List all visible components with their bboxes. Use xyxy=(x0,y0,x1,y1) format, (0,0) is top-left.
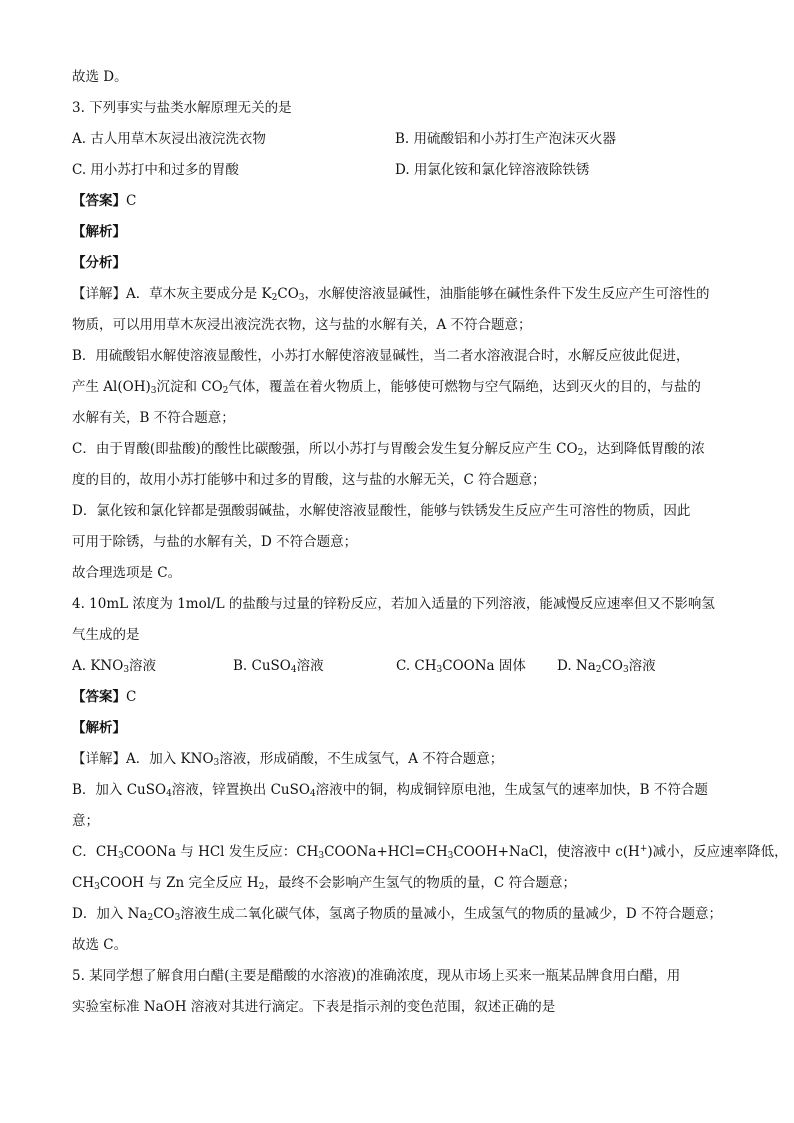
subscript: 3 xyxy=(447,851,454,861)
text: 溶液，锌置换出 CuSO xyxy=(171,782,310,798)
text-line xyxy=(72,744,732,775)
subscript: 3 xyxy=(298,293,305,303)
subscript: 3 xyxy=(213,758,220,768)
text: 物质，可以用用草木灰浸出液浣洗衣物，这与盐的水解有关，A 不符合题意； xyxy=(72,317,532,333)
text: 沉淀和 CO xyxy=(156,379,223,395)
answer-value: C xyxy=(126,689,137,705)
text: 故选 D。 xyxy=(72,69,128,85)
subscript: 3 xyxy=(174,913,181,923)
subscript: 3 xyxy=(622,665,629,675)
text: B. CuSO xyxy=(233,658,291,674)
answer-value: C xyxy=(126,193,137,209)
answer-tag: 【答案】 xyxy=(72,193,126,209)
text-line xyxy=(72,899,732,930)
text: 实验室标准 NaOH 溶液对其进行滴定。下表是指示剂的变色范围，叙述正确的是 xyxy=(72,999,556,1015)
text: ，水解使溶液显碱性，油脂能够在碱性条件下发生反应产生可溶性的 xyxy=(304,286,710,302)
text: 故合理选项是 C。 xyxy=(72,565,182,581)
text: B．加入 CuSO xyxy=(72,782,167,798)
text: COOH 与 Zn 完全反应 H xyxy=(99,875,259,891)
text: ，最终不会影响产生氢气的物质的量，C 符合题意； xyxy=(264,875,576,891)
subscript: 3 xyxy=(436,665,443,675)
text: ，达到降低胃酸的浓 xyxy=(583,441,705,457)
question-5-stem-cont xyxy=(72,992,732,1023)
text: 产生 Al(OH) xyxy=(72,379,151,395)
text: 意； xyxy=(72,813,99,829)
text: CO xyxy=(153,906,175,922)
text: )减小，反应速率降低， xyxy=(647,844,788,860)
text: 【详解】A．草木灰主要成分是 K xyxy=(72,286,272,302)
subscript: 3 xyxy=(123,665,130,675)
text: 水解有关，B 不符合题意； xyxy=(72,410,235,426)
subscript: 3 xyxy=(117,851,124,861)
question-3-stem xyxy=(72,93,732,124)
text-line xyxy=(72,341,732,372)
question-3-options-ab xyxy=(72,124,732,155)
text-line xyxy=(72,868,732,899)
text: 5. 某同学想了解食用白醋(主要是醋酸的水溶液)的准确浓度，现从市场上买来一瓶某品牌食用白醋，用 xyxy=(72,968,681,984)
text-line xyxy=(72,806,732,837)
question-3-options-cd xyxy=(72,155,732,186)
analysis-tag: 【解析】 xyxy=(72,720,126,736)
text: 3. 下列事实与盐类水解原理无关的是 xyxy=(72,100,292,116)
text: D. Na xyxy=(557,658,596,674)
text-line xyxy=(72,310,732,341)
option-b: B. 用硫酸铝和小苏打生产泡沫灭火器 xyxy=(395,131,617,147)
text-line xyxy=(72,465,732,496)
answer-line xyxy=(72,186,732,217)
superscript: + xyxy=(639,844,648,854)
text: B．用硫酸铝水解使溶液显酸性，小苏打水解使溶液显碱性，当二者水溶液混合时，水解反应彼此促进， xyxy=(72,348,690,364)
analysis-tag-line xyxy=(72,713,732,744)
text: 故选 C。 xyxy=(72,937,128,953)
text-line xyxy=(72,434,732,465)
option-c xyxy=(396,651,557,682)
subscript: 3 xyxy=(150,386,157,396)
answer-tag: 【答案】 xyxy=(72,689,126,705)
text-line xyxy=(72,496,732,527)
text: CO xyxy=(277,286,299,302)
text-line xyxy=(72,279,732,310)
text: D．氯化铵和氯化锌都是强酸弱碱盐，水解使溶液显酸性，能够与铁锈发生反应产生可溶性的物质，因此 xyxy=(72,503,691,519)
text: 气体，覆盖在着火物质上，能够使可燃物与空气隔绝，达到灭火的目的，与盐的 xyxy=(228,379,701,395)
text: D．加入 Na xyxy=(72,906,148,922)
subscript: 2 xyxy=(595,665,602,675)
analysis-tag-line xyxy=(72,217,732,248)
text-line xyxy=(72,372,732,403)
text: CO xyxy=(601,658,623,674)
subscript: 2 xyxy=(147,913,154,923)
subscript: 2 xyxy=(258,882,265,892)
text: 溶液 xyxy=(129,658,157,674)
text-line xyxy=(72,930,732,961)
text-line xyxy=(72,558,732,589)
text: 溶液，形成硝酸，不生成氢气，A 不符合题意； xyxy=(219,751,504,767)
subscript: 2 xyxy=(577,448,584,458)
text-line xyxy=(72,62,732,93)
subscript: 3 xyxy=(94,882,100,892)
text-line xyxy=(72,527,732,558)
document-page xyxy=(72,62,788,1023)
option-a xyxy=(72,651,233,682)
option-d: D. 用氯化铵和氯化锌溶液除铁锈 xyxy=(395,162,590,178)
text: 溶液 xyxy=(296,658,324,674)
analysis-tag: 【解析】 xyxy=(72,224,126,240)
text: COONa 与 HCl 发生反应：CH xyxy=(123,844,319,860)
option-c: C. 用小苏打中和过多的胃酸 xyxy=(72,162,239,178)
option-a: A. 古人用草木灰浸出液浣洗衣物 xyxy=(72,131,266,147)
text-line xyxy=(72,403,732,434)
text: A. KNO xyxy=(72,658,124,674)
text: C．由于胃酸(即盐酸)的酸性比碳酸强，所以小苏打与胃酸会发生复分解反应产生 CO xyxy=(72,441,578,457)
text: COONa+HCl=CH xyxy=(324,844,448,860)
option-b xyxy=(233,651,396,682)
subscript: 4 xyxy=(166,789,172,799)
question-5-stem xyxy=(72,961,732,992)
question-4-stem xyxy=(72,589,732,620)
text: 【详解】A．加入 KNO xyxy=(72,751,214,767)
subscript: 2 xyxy=(222,386,229,396)
answer-line xyxy=(72,682,732,713)
text: C．CH xyxy=(72,844,118,860)
text: 度的目的，故用小苏打能够中和过多的胃酸，这与盐的水解无关，C 符合题意； xyxy=(72,472,546,488)
text-line xyxy=(72,837,788,868)
text: 气生成的是 xyxy=(72,627,140,643)
question-4-options xyxy=(72,651,732,682)
analysis-sub-tag-line xyxy=(72,248,732,279)
subscript: 4 xyxy=(290,665,297,675)
text: COOH+NaCl，使溶液中 c(H xyxy=(453,844,640,860)
text: 溶液中的铜，构成铜锌原电池，生成氢气的速率加快，B 不符合题 xyxy=(315,782,708,798)
subscript: 3 xyxy=(318,851,325,861)
question-4-stem-cont xyxy=(72,620,732,651)
subscript: 2 xyxy=(271,293,278,303)
text-line xyxy=(72,775,732,806)
text: 溶液生成二氧化碳气体，氢离子物质的量减小，生成氢气的物质的量减少，D 不符合题意； xyxy=(180,906,722,922)
text: C. CH xyxy=(396,658,437,674)
option-d xyxy=(557,651,656,682)
text: 可用于除锈，与盐的水解有关，D 不符合题意； xyxy=(72,534,358,550)
text: COONa 固体 xyxy=(442,658,526,674)
text: 4. 10mL 浓度为 1mol/L 的盐酸与过量的锌粉反应，若加入适量的下列溶液，能减慢反应速率但又不影响氢 xyxy=(72,596,715,612)
text: 溶液 xyxy=(628,658,656,674)
text: CH xyxy=(72,875,95,891)
fenxi-tag: 【分析】 xyxy=(72,255,126,271)
subscript: 4 xyxy=(309,789,316,799)
